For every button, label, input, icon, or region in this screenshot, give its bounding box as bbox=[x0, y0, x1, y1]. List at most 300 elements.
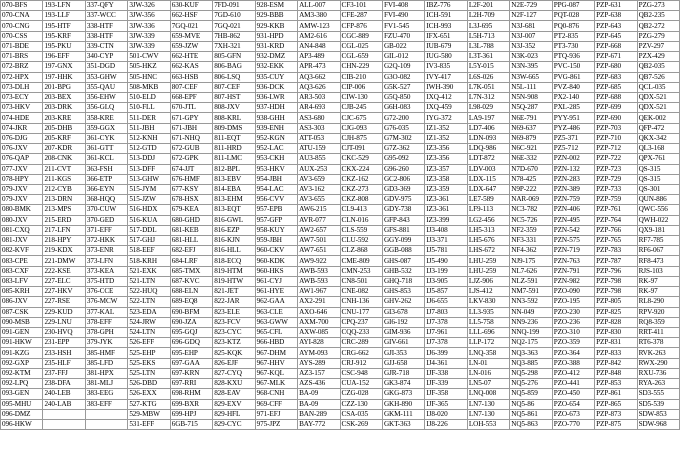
code-cell: L3T-361 bbox=[467, 52, 509, 62]
code-cell: FZU-470 bbox=[382, 31, 424, 41]
code-cell: IJ3-371 bbox=[425, 236, 467, 246]
code-cell: AU3-855 bbox=[298, 154, 340, 164]
code-cell: 7GQ-021 bbox=[213, 21, 255, 31]
code-cell: 512-KNH bbox=[128, 133, 170, 143]
code-cell: IWH-390 bbox=[425, 82, 467, 92]
code-cell: AW7-651 bbox=[298, 246, 340, 256]
code-cell: CSA-035 bbox=[340, 409, 382, 419]
code-cell: GDV-975 bbox=[382, 195, 424, 205]
code-cell: IJ7-378 bbox=[425, 338, 467, 348]
code-cell: 816-HLL bbox=[213, 246, 255, 256]
code-cell: 227-RSE bbox=[43, 297, 85, 307]
code-cell: PZP-833 bbox=[595, 348, 637, 358]
code-cell: 074-JKR bbox=[1, 123, 43, 133]
code-cell: 231-EPP bbox=[43, 338, 85, 348]
code-cell: 071-BDE bbox=[1, 41, 43, 51]
code-cell: 699-BXR bbox=[170, 399, 212, 409]
code-cell: 818-ECQ bbox=[213, 256, 255, 266]
code-cell: IJ3-408 bbox=[425, 225, 467, 235]
code-cell: 3JW-339 bbox=[128, 41, 170, 51]
code-cell: LH5-676 bbox=[467, 236, 509, 246]
code-cell: 826-EJF bbox=[213, 358, 255, 368]
code-cell: ALL-007 bbox=[298, 1, 340, 11]
code-cell: 929-BBB bbox=[255, 11, 297, 21]
code-cell: 681-HLL bbox=[170, 236, 212, 246]
table-row bbox=[1, 379, 680, 389]
code-cell: 229-LNU bbox=[43, 317, 85, 327]
code-cell: 353-GHW bbox=[85, 72, 127, 82]
code-cell: 695-GQJ bbox=[170, 328, 212, 338]
table-row bbox=[1, 215, 680, 225]
code-cell: 080-JXV bbox=[1, 215, 43, 225]
code-cell: PZP-805 bbox=[595, 297, 637, 307]
code-cell: L98-029 bbox=[467, 103, 509, 113]
code-cell: PZP-685 bbox=[595, 82, 637, 92]
code-cell: AP3-489 bbox=[298, 52, 340, 62]
code-cell: PZP-873 bbox=[595, 409, 637, 419]
code-cell: 221-DMW bbox=[43, 256, 85, 266]
code-cell: 524-LTN bbox=[128, 328, 170, 338]
code-cell: GHV-262 bbox=[382, 297, 424, 307]
code-cell: SDW-968 bbox=[637, 419, 679, 429]
code-cell: IJ7-378 bbox=[425, 317, 467, 327]
code-cell: 516-HDX bbox=[128, 205, 170, 215]
code-cell: 516-KUA bbox=[128, 215, 170, 225]
code-cell: QKX-342 bbox=[637, 133, 679, 143]
code-cell: PZP-766 bbox=[595, 225, 637, 235]
table-row bbox=[1, 184, 680, 194]
code-cell: 812-BPL bbox=[213, 164, 255, 174]
table-row bbox=[1, 276, 680, 286]
code-cell: GKH-890 bbox=[382, 399, 424, 409]
code-cell: CLN-016 bbox=[340, 215, 382, 225]
code-cell: 953-CKH bbox=[255, 154, 297, 164]
code-cell: 072-BRZ bbox=[1, 62, 43, 72]
code-cell: PZN-763 bbox=[552, 256, 594, 266]
code-cell: 095-MHU bbox=[1, 399, 43, 409]
code-cell: 363-FSH bbox=[85, 164, 127, 174]
code-cell: 375-HTD bbox=[85, 276, 127, 286]
code-cell: 827-CYQ bbox=[213, 368, 255, 378]
code-cell: 355-QAU bbox=[85, 82, 127, 92]
code-cell: 807-HST bbox=[213, 92, 255, 102]
code-cell: G72-200 bbox=[382, 113, 424, 123]
code-cell: IXQ-412 bbox=[425, 92, 467, 102]
table-row bbox=[1, 236, 680, 246]
code-cell: 957-EPB bbox=[255, 205, 297, 215]
code-cell: IJ4-361 bbox=[425, 358, 467, 368]
code-cell: AV3-655 bbox=[298, 195, 340, 205]
code-cell: 379-JYK bbox=[85, 338, 127, 348]
code-cell: CNH-136 bbox=[340, 297, 382, 307]
code-cell: PZN-132 bbox=[552, 164, 594, 174]
code-cell: G95-092 bbox=[382, 154, 424, 164]
code-cell: 526-EFF bbox=[128, 338, 170, 348]
code-cell: 373-KEA bbox=[85, 266, 127, 276]
code-cell: 083-CXF bbox=[1, 266, 43, 276]
code-cell: 079-JXV bbox=[1, 195, 43, 205]
code-cell: AZS-436 bbox=[298, 379, 340, 389]
code-cell: PZP-631 bbox=[595, 1, 637, 11]
code-cell: 378-GPH bbox=[85, 328, 127, 338]
code-cell: GFS-881 bbox=[382, 225, 424, 235]
code-cell: 805-GFN bbox=[213, 52, 255, 62]
code-cell: 808-JXV bbox=[213, 103, 255, 113]
code-cell: IZ1-352 bbox=[425, 133, 467, 143]
code-cell: LL5-758 bbox=[467, 317, 509, 327]
code-cell: 967-KQL bbox=[255, 368, 297, 378]
code-cell: QDX-521 bbox=[637, 103, 679, 113]
code-cell: CFE-287 bbox=[340, 11, 382, 21]
code-cell: 213-MPS bbox=[43, 205, 85, 215]
code-cell: 7GD-610 bbox=[213, 11, 255, 21]
table-row bbox=[1, 368, 680, 378]
code-cell: CIP-006 bbox=[340, 82, 382, 92]
code-cell: PVG-861 bbox=[552, 72, 594, 82]
code-cell: GHS-087 bbox=[382, 256, 424, 266]
code-cell: 687-KVC bbox=[170, 276, 212, 286]
table-row bbox=[1, 205, 680, 215]
table-row bbox=[1, 144, 680, 154]
code-cell: AW7-501 bbox=[298, 236, 340, 246]
code-cell: PZP-842 bbox=[595, 358, 637, 368]
code-cell: PZO-770 bbox=[552, 419, 594, 429]
code-cell: 076-QAP bbox=[1, 154, 43, 164]
code-cell: LDX-115 bbox=[467, 174, 509, 184]
table-row bbox=[1, 123, 680, 133]
code-cell: CRG-662 bbox=[340, 348, 382, 358]
code-cell: N3K-023 bbox=[510, 52, 552, 62]
code-cell bbox=[85, 409, 127, 419]
code-cell: CIB-210 bbox=[340, 72, 382, 82]
code-cell: 371-EFF bbox=[85, 225, 127, 235]
code-cell: 674-JJT bbox=[170, 164, 212, 174]
code-cell: 077-JXV bbox=[1, 164, 43, 174]
table-row bbox=[1, 225, 680, 235]
code-cell: 512-GTD bbox=[128, 144, 170, 154]
code-cell: PZO-441 bbox=[552, 379, 594, 389]
table-row bbox=[1, 399, 680, 409]
code-cell: 071-BRS bbox=[1, 52, 43, 62]
code-cell: 671-NHQ bbox=[170, 133, 212, 143]
code-cell: AWB-593 bbox=[298, 266, 340, 276]
code-cell: N69-879 bbox=[510, 133, 552, 143]
code-cell: 828-EAV bbox=[213, 389, 255, 399]
code-cell: PZO-654 bbox=[552, 399, 594, 409]
code-cell: LD7-406 bbox=[467, 123, 509, 133]
code-cell: NQ5-861 bbox=[510, 409, 552, 419]
code-cell: NAR-069 bbox=[510, 195, 552, 205]
code-cell: 508-MKB bbox=[128, 82, 170, 92]
code-cell: 383-EEG bbox=[85, 389, 127, 399]
code-cell: 526-DBD bbox=[128, 379, 170, 389]
table-row bbox=[1, 338, 680, 348]
code-cell: NC3-782 bbox=[510, 205, 552, 215]
code-cell: AUX-253 bbox=[298, 164, 340, 174]
code-cell: NQ5-86 bbox=[510, 399, 552, 409]
code-cell: PZV-297 bbox=[637, 41, 679, 51]
code-cell: 203-DRK bbox=[43, 103, 85, 113]
table-row bbox=[1, 287, 680, 297]
code-cell: LKV-830 bbox=[467, 297, 509, 307]
code-cell: N5Q-287 bbox=[510, 103, 552, 113]
code-cell: BAY-772 bbox=[298, 419, 340, 429]
code-cell: NF2-359 bbox=[510, 225, 552, 235]
code-cell: 813-EBV bbox=[213, 174, 255, 184]
code-cell: IUB-679 bbox=[425, 41, 467, 51]
code-cell: 091-HKW bbox=[1, 338, 43, 348]
code-cell: 339-CTN bbox=[85, 41, 127, 51]
code-cell: PZP-703 bbox=[595, 123, 637, 133]
code-cell: 825-KQK bbox=[213, 348, 255, 358]
code-cell: 511-JBH bbox=[128, 123, 170, 133]
code-cell: QB2-235 bbox=[637, 11, 679, 21]
code-cell: 372-HKK bbox=[85, 236, 127, 246]
code-cell: 096-DMZ bbox=[1, 409, 43, 419]
table-row bbox=[1, 358, 680, 368]
code-cell: RK-97 bbox=[637, 287, 679, 297]
code-cell: 525-EHP bbox=[128, 348, 170, 358]
code-cell: NM7-591 bbox=[510, 287, 552, 297]
table-row bbox=[1, 348, 680, 358]
code-cell: 936-DCK bbox=[255, 82, 297, 92]
code-cell: 070-BFS bbox=[1, 1, 43, 11]
code-cell: 193-LFN bbox=[43, 1, 85, 11]
code-cell: PX2-140 bbox=[552, 92, 594, 102]
table-row bbox=[1, 62, 680, 72]
code-cell: RL8-290 bbox=[637, 297, 679, 307]
code-cell: IZ3-361 bbox=[425, 195, 467, 205]
code-cell: AW6-215 bbox=[298, 205, 340, 215]
code-cell: APR-473 bbox=[298, 62, 340, 72]
code-cell: PZN-283 bbox=[552, 174, 594, 184]
code-cell: G2Q-109 bbox=[382, 62, 424, 72]
code-cell: LDN-093 bbox=[467, 133, 509, 143]
code-cell: 338-HTF bbox=[85, 21, 127, 31]
code-cell: 682-EFJ bbox=[170, 246, 212, 256]
code-cell: 381-MLJ bbox=[85, 379, 127, 389]
code-cell: 085-KRH bbox=[1, 287, 43, 297]
code-cell: GDY-738 bbox=[382, 205, 424, 215]
code-cell: 961-CYJ bbox=[255, 276, 297, 286]
code-cell: NN3-592 bbox=[510, 297, 552, 307]
code-cell: 956-CVV bbox=[255, 195, 297, 205]
code-cell: IJ6-399 bbox=[425, 348, 467, 358]
code-cell: CF3-101 bbox=[340, 1, 382, 11]
code-cell: PZO-412 bbox=[552, 368, 594, 378]
code-cell: NF3-331 bbox=[510, 236, 552, 246]
code-cell: AXW-085 bbox=[298, 328, 340, 338]
code-cell: 217-LFN bbox=[43, 225, 85, 235]
code-cell: IZ3-399 bbox=[425, 215, 467, 225]
code-cell: PZN-759 bbox=[552, 195, 594, 205]
code-cell: 678-HSX bbox=[170, 195, 212, 205]
code-cell: 076-DJG bbox=[1, 133, 43, 143]
code-cell: QWH-022 bbox=[637, 215, 679, 225]
code-cell: CJH-875 bbox=[340, 133, 382, 143]
code-cell: 936-LWR bbox=[255, 92, 297, 102]
code-cell: 960-KDK bbox=[255, 256, 297, 266]
code-cell: IJ5-490 bbox=[425, 256, 467, 266]
code-cell: AYM-093 bbox=[298, 348, 340, 358]
code-cell: LNQ-008 bbox=[467, 389, 509, 399]
code-cell: 222-KSE bbox=[43, 266, 85, 276]
code-cell: CSC-948 bbox=[340, 368, 382, 378]
code-cell: NQ5-859 bbox=[510, 389, 552, 399]
code-cell: IZ3-356 bbox=[425, 144, 467, 154]
table-row bbox=[1, 297, 680, 307]
code-cell: 676-HMF bbox=[170, 174, 212, 184]
code-cell: G7Z-362 bbox=[382, 144, 424, 154]
code-cell: 197-HHK bbox=[43, 72, 85, 82]
code-cell: 073-ECY bbox=[1, 92, 43, 102]
code-cell: PZN-542 bbox=[552, 225, 594, 235]
code-cell: GKT-363 bbox=[382, 419, 424, 429]
code-cell: 517-GHJ bbox=[128, 236, 170, 246]
code-cell: 219-KDX bbox=[43, 246, 85, 256]
code-cell: CRJ-912 bbox=[340, 358, 382, 368]
code-cell: PZP-688 bbox=[595, 92, 637, 102]
code-cell: 517-DDL bbox=[128, 225, 170, 235]
code-cell: N69-637 bbox=[510, 123, 552, 133]
code-cell: 370-GED bbox=[85, 215, 127, 225]
code-cell: 527-KTG bbox=[128, 399, 170, 409]
code-cell: CHN-229 bbox=[340, 62, 382, 72]
code-cell: CKZ-273 bbox=[340, 184, 382, 194]
code-cell: CPQ-237 bbox=[340, 317, 382, 327]
code-cell: CMN-253 bbox=[340, 266, 382, 276]
code-cell: N2E-729 bbox=[510, 1, 552, 11]
code-cell: 361-GTT bbox=[85, 144, 127, 154]
code-cell: LG2-456 bbox=[467, 215, 509, 225]
code-cell: 376-CCE bbox=[85, 287, 127, 297]
code-cell: 078-HPY bbox=[1, 174, 43, 184]
code-cell: GGY-099 bbox=[382, 236, 424, 246]
code-cell: 233-HSH bbox=[43, 348, 85, 358]
code-cell: PZP-671 bbox=[595, 52, 637, 62]
code-cell: AR3-503 bbox=[298, 92, 340, 102]
code-cell: CLU-592 bbox=[340, 236, 382, 246]
code-cell: 356-GLQ bbox=[85, 103, 127, 113]
code-cell: PZP-722 bbox=[595, 154, 637, 164]
code-cell: 070-CSS bbox=[1, 31, 43, 41]
code-cell: 975-JPZ bbox=[255, 419, 297, 429]
code-cell: PZ5-712 bbox=[552, 144, 594, 154]
code-cell: 829-HFL bbox=[213, 409, 255, 419]
code-cell: CLS-559 bbox=[340, 225, 382, 235]
code-cell bbox=[43, 409, 85, 419]
code-cell: N3W-665 bbox=[510, 72, 552, 82]
code-cell: N6E-791 bbox=[510, 113, 552, 123]
code-cell: AQ3-662 bbox=[298, 72, 340, 82]
code-cell: LDV-003 bbox=[467, 164, 509, 174]
code-cell: 092-GXP bbox=[1, 358, 43, 368]
code-cell: CUA-152 bbox=[340, 379, 382, 389]
code-cell: IJ7-803 bbox=[425, 307, 467, 317]
code-cell: 689-EQ8 bbox=[170, 297, 212, 307]
code-cell: RQ8-359 bbox=[637, 317, 679, 327]
code-cell: PZP-783 bbox=[595, 246, 637, 256]
code-cell: PZP-798 bbox=[595, 276, 637, 286]
code-cell: LE7-589 bbox=[467, 195, 509, 205]
code-cell: AM3-380 bbox=[298, 11, 340, 21]
code-cell: NQ3-885 bbox=[510, 358, 552, 368]
code-cell: RVK-263 bbox=[637, 348, 679, 358]
code-cell: 240-LEB bbox=[43, 389, 85, 399]
code-cell: 3JW-336 bbox=[128, 21, 170, 31]
code-cell: 337-WCC bbox=[85, 11, 127, 21]
code-cell: 807-CEF bbox=[213, 82, 255, 92]
code-cell: L3J-695 bbox=[467, 21, 509, 31]
code-cell: IJ7-961 bbox=[425, 328, 467, 338]
code-cell: QPX-761 bbox=[637, 154, 679, 164]
code-cell: GI6-192 bbox=[382, 317, 424, 327]
code-cell: RF8-473 bbox=[637, 256, 679, 266]
code-cell: 659-JZW bbox=[170, 41, 212, 51]
code-cell: AS3-303 bbox=[298, 123, 340, 133]
code-cell: FV1-545 bbox=[382, 21, 424, 31]
table-row bbox=[1, 41, 680, 51]
code-cell: 965-CFL bbox=[255, 328, 297, 338]
code-cell: CKZ-808 bbox=[340, 195, 382, 205]
code-cell: CRC-289 bbox=[340, 338, 382, 348]
code-cell: PZG-279 bbox=[637, 31, 679, 41]
code-cell: 377-KAL bbox=[85, 307, 127, 317]
code-cell: 368-HQQ bbox=[85, 195, 127, 205]
code-cell: 954-LAC bbox=[255, 184, 297, 194]
code-cell: PT3-730 bbox=[552, 41, 594, 51]
table-row bbox=[1, 317, 680, 327]
code-cell: FVI-408 bbox=[382, 1, 424, 11]
code-cell: 522-LTN bbox=[128, 297, 170, 307]
code-cell: 679-KEA bbox=[170, 205, 212, 215]
code-cell: PZN-791 bbox=[552, 266, 594, 276]
code-cell: 968-CNH bbox=[255, 389, 297, 399]
code-cell: 510-ELD bbox=[128, 92, 170, 102]
code-cell: PZO-388 bbox=[552, 358, 594, 368]
code-cell: NLZ-591 bbox=[510, 276, 552, 286]
code-cell: IZ3-359 bbox=[425, 184, 467, 194]
code-cell: 383-EFF bbox=[85, 399, 127, 409]
code-cell: PZN-719 bbox=[552, 246, 594, 256]
code-cell: 696-GDQ bbox=[170, 338, 212, 348]
code-cell: 952-KGN bbox=[255, 133, 297, 143]
code-cell: 361-CYK bbox=[85, 133, 127, 143]
code-cell: N78-425 bbox=[510, 174, 552, 184]
code-cell: 091-KZG bbox=[1, 348, 43, 358]
code-cell: 525-LTN bbox=[128, 368, 170, 378]
code-cell: 525-EKS bbox=[128, 358, 170, 368]
code-cell: 952-LAC bbox=[255, 144, 297, 154]
code-cell: G7M-302 bbox=[382, 133, 424, 143]
code-cell: GB-022 bbox=[382, 41, 424, 51]
code-cell: 816-KJN bbox=[213, 236, 255, 246]
code-cell: 373-ENR bbox=[85, 246, 127, 256]
code-cell: 811-EQT bbox=[213, 133, 255, 143]
code-cell: QS-301 bbox=[637, 184, 679, 194]
code-cell: LN-016 bbox=[467, 368, 509, 378]
code-cell: CGL-025 bbox=[340, 41, 382, 51]
code-cell: 083-LFV bbox=[1, 276, 43, 286]
code-cell: 340-CYP bbox=[85, 52, 127, 62]
code-cell bbox=[85, 419, 127, 429]
code-cell: PYY-951 bbox=[552, 113, 594, 123]
code-cell: 093-GEN bbox=[1, 389, 43, 399]
code-cell: PZP-848 bbox=[595, 368, 637, 378]
code-cell: 823-ELE bbox=[213, 307, 255, 317]
code-cell: 816-GWL bbox=[213, 215, 255, 225]
code-cell: 196-EFF bbox=[43, 52, 85, 62]
